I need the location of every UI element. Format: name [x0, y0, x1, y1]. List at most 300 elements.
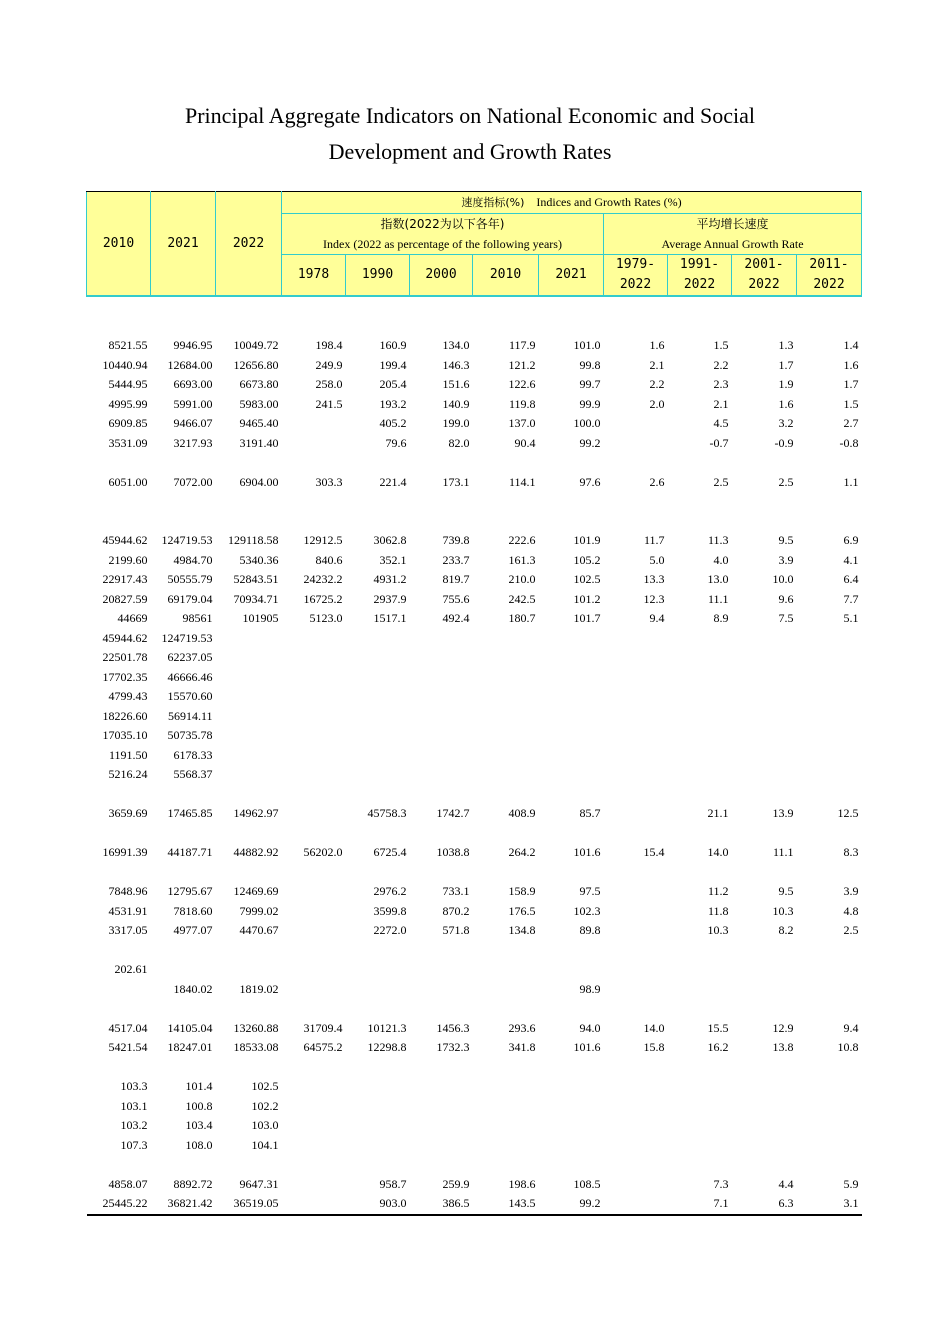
- growth-group-zh: 平均增长速度: [696, 217, 769, 231]
- table-cell: [216, 726, 282, 746]
- table-cell: [410, 492, 473, 512]
- table-cell: 97.6: [579, 474, 601, 489]
- table-cell: 1840.02: [173, 981, 213, 996]
- table-cell: 2.2: [713, 357, 729, 372]
- table-cell: [473, 980, 539, 1000]
- table-cell: 341.8: [508, 1040, 536, 1054]
- table-cell: 50555.79: [167, 572, 213, 586]
- table-cell: 5.1: [843, 611, 859, 625]
- table-cell: [732, 453, 797, 473]
- table-cell: 25445.22: [87, 1194, 151, 1215]
- table-cell: [797, 707, 862, 727]
- table-cell: [410, 629, 473, 649]
- table-cell: 97.5: [579, 884, 601, 898]
- table-cell: 8.9: [713, 611, 729, 625]
- spacer-row: [87, 453, 862, 473]
- table-cell: 140.9: [442, 396, 470, 411]
- table-cell: 1819.02: [239, 981, 279, 996]
- table-cell: [346, 453, 410, 473]
- table-cell: 7.3: [713, 1176, 729, 1191]
- table-cell: [668, 746, 732, 766]
- table-cell: 8892.72: [173, 1176, 213, 1191]
- table-cell: [539, 492, 604, 512]
- table-cell: [216, 824, 282, 844]
- table-cell: 124719.53: [161, 630, 213, 645]
- table-cell: [668, 1097, 732, 1117]
- table-cell: 11.1: [707, 591, 729, 606]
- table-row: [87, 746, 862, 766]
- table-cell: 101.9: [573, 533, 601, 547]
- table-cell: 45944.62: [102, 630, 148, 645]
- col-header-index-1990: 1990: [346, 255, 410, 297]
- table-cell: [732, 492, 797, 512]
- table-cell: [668, 1116, 732, 1136]
- table-cell: 7072.00: [173, 474, 213, 489]
- table-cell: [346, 765, 410, 785]
- table-cell: 9466.07: [173, 416, 213, 430]
- table-cell: [473, 863, 539, 883]
- table-cell: [216, 765, 282, 785]
- table-cell: 2.5: [843, 923, 859, 937]
- table-cell: 16.2: [707, 1040, 729, 1054]
- table-cell: [797, 785, 862, 805]
- table-cell: [604, 863, 668, 883]
- table-cell: 134.0: [442, 338, 470, 352]
- spacer-row: [87, 999, 862, 1019]
- table-row: [87, 726, 862, 746]
- table-cell: [604, 1116, 668, 1136]
- period-end: 2022: [683, 277, 716, 292]
- table-cell: [282, 863, 346, 883]
- table-cell: 3191.40: [239, 435, 279, 450]
- table-cell: [410, 1116, 473, 1136]
- table-cell: [668, 785, 732, 805]
- col-header-index-2021: 2021: [539, 255, 604, 297]
- table-cell: [346, 1116, 410, 1136]
- table-cell: 180.7: [508, 611, 536, 625]
- table-cell: [87, 1155, 151, 1175]
- table-cell: [604, 629, 668, 649]
- col-header-growth-2001-2022: [732, 255, 797, 297]
- period-end: 2022: [748, 277, 780, 292]
- table-cell: 4.4: [778, 1176, 794, 1191]
- table-cell: 98561: [182, 611, 213, 625]
- table-cell: 7848.96: [108, 884, 148, 898]
- table-cell: 1456.3: [436, 1020, 470, 1035]
- table-cell: [473, 668, 539, 688]
- col-header-2021: 2021: [151, 192, 216, 297]
- table-cell: 12656.80: [233, 357, 279, 372]
- table-cell: [216, 687, 282, 707]
- table-cell: 5421.54: [108, 1040, 148, 1054]
- table-row: [87, 356, 862, 376]
- table-row: [87, 882, 862, 902]
- table-cell: [604, 824, 668, 844]
- table-cell: [282, 1155, 346, 1175]
- table-cell: [668, 980, 732, 1000]
- table-cell: 1.7: [778, 357, 794, 372]
- table-cell: [282, 296, 346, 317]
- table-cell: 4977.07: [173, 923, 213, 937]
- table-cell: [282, 707, 346, 727]
- table-cell: [539, 1058, 604, 1078]
- table-cell: 17465.85: [167, 806, 213, 820]
- table-cell: 15570.60: [167, 689, 213, 703]
- table-cell: [539, 746, 604, 766]
- table-cell: 16725.2: [303, 591, 343, 606]
- table-cell: 903.0: [346, 1194, 410, 1215]
- table-cell: 45944.62: [102, 533, 148, 547]
- table-cell: [668, 453, 732, 473]
- table-cell: [732, 629, 797, 649]
- table-cell: 5991.00: [173, 396, 213, 411]
- table-row: [87, 570, 862, 590]
- table-cell: 12469.69: [233, 884, 279, 898]
- table-cell: 101.0: [573, 338, 601, 352]
- table-cell: [216, 492, 282, 512]
- table-cell: [797, 687, 862, 707]
- table-cell: 870.2: [442, 903, 470, 918]
- table-cell: 3217.93: [173, 435, 213, 450]
- title-line-1: Principal Aggregate Indicators on National Economic and Social: [184, 103, 755, 128]
- table-cell: 1038.8: [436, 845, 470, 859]
- table-cell: 1.5: [713, 338, 729, 352]
- table-row: [87, 609, 862, 629]
- table-cell: [410, 317, 473, 337]
- table-cell: 13260.88: [233, 1020, 279, 1035]
- table-cell: 103.4: [185, 1118, 213, 1132]
- title-line-2: Development and Growth Rates: [328, 139, 612, 164]
- table-cell: [473, 785, 539, 805]
- table-cell: 1517.1: [373, 611, 407, 625]
- table-row: [87, 590, 862, 610]
- table-cell: 101.4: [185, 1079, 213, 1093]
- table-cell: 158.9: [508, 884, 536, 898]
- table-cell: 9465.40: [239, 416, 279, 430]
- table-cell: 3599.8: [373, 903, 407, 918]
- table-cell: 739.8: [442, 533, 470, 547]
- table-cell: 13.3: [643, 572, 665, 586]
- table-cell: 143.5: [473, 1194, 539, 1215]
- table-row: [87, 629, 862, 649]
- table-cell: [87, 512, 151, 532]
- table-cell: [473, 746, 539, 766]
- table-row: [87, 648, 862, 668]
- table-cell: [346, 999, 410, 1019]
- table-cell: [539, 1136, 604, 1156]
- table-cell: [604, 726, 668, 746]
- table-cell: [473, 1155, 539, 1175]
- table-cell: 102.5: [573, 572, 601, 586]
- table-cell: 1.6: [649, 338, 665, 352]
- table-cell: 221.4: [379, 474, 407, 489]
- table-row: [87, 804, 862, 824]
- table-cell: [282, 1097, 346, 1117]
- table-cell: 10049.72: [233, 338, 279, 352]
- table-cell: [668, 629, 732, 649]
- page-title: [0, 98, 940, 170]
- table-cell: 408.9: [508, 806, 536, 820]
- table-cell: [539, 668, 604, 688]
- table-cell: [410, 296, 473, 317]
- table-cell: [797, 1155, 862, 1175]
- index-group-zh: 指数(2022为以下各年): [380, 217, 505, 231]
- table-cell: [604, 921, 668, 941]
- period-end: 2022: [813, 277, 845, 292]
- table-cell: 10.0: [772, 572, 794, 586]
- table-cell: [668, 765, 732, 785]
- table-cell: [539, 1077, 604, 1097]
- table-cell: 12912.5: [303, 533, 343, 547]
- table-cell: 4.1: [843, 552, 859, 567]
- table-cell: 9.6: [778, 591, 794, 606]
- table-row: [87, 414, 862, 434]
- table-cell: [539, 726, 604, 746]
- table-cell: 205.4: [379, 377, 407, 391]
- table-cell: 36519.05: [216, 1194, 282, 1215]
- table-cell: 2199.60: [108, 552, 148, 567]
- table-cell: 12795.67: [167, 884, 213, 898]
- table-cell: 15.4: [643, 845, 665, 859]
- table-cell: [797, 492, 862, 512]
- table-cell: 6904.00: [239, 474, 279, 489]
- table-cell: 1191.50: [108, 747, 148, 762]
- table-cell: [282, 960, 346, 980]
- table-cell: 14105.04: [167, 1020, 213, 1035]
- table-cell: 103.2: [120, 1118, 148, 1132]
- table-cell: 1.7: [843, 377, 859, 391]
- table-cell: [282, 512, 346, 532]
- table-cell: [346, 512, 410, 532]
- table-cell: 18226.60: [102, 708, 148, 723]
- table-cell: [216, 453, 282, 473]
- table-cell: [797, 1136, 862, 1156]
- table-cell: [732, 746, 797, 766]
- table-cell: [539, 941, 604, 961]
- table-cell: 7818.60: [173, 903, 213, 918]
- table-cell: 15.5: [707, 1020, 729, 1035]
- table-cell: 6.4: [843, 572, 859, 586]
- table-cell: [539, 785, 604, 805]
- table-cell: [87, 980, 151, 1000]
- table-cell: 5568.37: [173, 767, 213, 781]
- table-cell: [216, 296, 282, 317]
- table-cell: 104.1: [251, 1137, 279, 1152]
- table-row: [87, 765, 862, 785]
- table-row: [87, 960, 862, 980]
- table-cell: 50735.78: [167, 728, 213, 742]
- table-cell: [668, 824, 732, 844]
- table-cell: 5216.24: [108, 767, 148, 781]
- table-cell: [604, 882, 668, 902]
- table-cell: [282, 1077, 346, 1097]
- table-cell: [539, 648, 604, 668]
- table-cell: 82.0: [448, 435, 470, 450]
- table-row: [87, 473, 862, 493]
- table-cell: 2.1: [713, 396, 729, 411]
- table-cell: 819.7: [442, 572, 470, 586]
- table-cell: 352.1: [379, 552, 407, 567]
- table-cell: [473, 765, 539, 785]
- table-cell: 242.5: [508, 591, 536, 606]
- table-cell: [604, 1077, 668, 1097]
- table-cell: 9647.31: [239, 1176, 279, 1191]
- spacer-row: [87, 1155, 862, 1175]
- table-cell: 3.2: [778, 416, 794, 430]
- table-cell: [732, 785, 797, 805]
- table-cell: [797, 317, 862, 337]
- table-cell: [410, 1155, 473, 1175]
- table-cell: [604, 746, 668, 766]
- table-cell: 3531.09: [108, 435, 148, 450]
- period-start: 1991-: [679, 257, 720, 272]
- table-cell: [797, 726, 862, 746]
- table-cell: [410, 1097, 473, 1117]
- table-cell: [346, 648, 410, 668]
- table-cell: [346, 1155, 410, 1175]
- table-cell: 12.3: [643, 591, 665, 606]
- table-cell: 7.1: [668, 1194, 732, 1215]
- table-cell: [346, 726, 410, 746]
- growth-group-header: [604, 214, 862, 255]
- table-cell: 100.0: [573, 416, 601, 430]
- spacer-row: [87, 863, 862, 883]
- table-cell: [216, 785, 282, 805]
- table-cell: [604, 317, 668, 337]
- table-cell: [473, 453, 539, 473]
- table-cell: [87, 863, 151, 883]
- table-row: [87, 843, 862, 863]
- table-cell: [539, 824, 604, 844]
- table-cell: [732, 941, 797, 961]
- table-cell: [732, 1077, 797, 1097]
- table-cell: [732, 707, 797, 727]
- table-cell: 103.0: [251, 1118, 279, 1132]
- col-header-index-2000: 2000: [410, 255, 473, 297]
- table-cell: 4858.07: [108, 1176, 148, 1191]
- table-cell: [346, 746, 410, 766]
- table-cell: [87, 492, 151, 512]
- spacer-row: [87, 941, 862, 961]
- table-cell: [732, 824, 797, 844]
- table-cell: 6909.85: [108, 416, 148, 430]
- table-cell: 259.9: [442, 1176, 470, 1191]
- table-cell: [282, 414, 346, 434]
- table-cell: [410, 941, 473, 961]
- table-cell: [732, 296, 797, 317]
- table-cell: 90.4: [514, 435, 536, 450]
- table-cell: [410, 980, 473, 1000]
- table-cell: [216, 648, 282, 668]
- table-cell: [473, 1077, 539, 1097]
- table-cell: [539, 960, 604, 980]
- table-cell: [539, 317, 604, 337]
- table-cell: 233.7: [442, 552, 470, 567]
- table-cell: [668, 863, 732, 883]
- table-cell: [539, 453, 604, 473]
- table-cell: 4799.43: [108, 689, 148, 703]
- table-row: [87, 336, 862, 356]
- table-cell: [410, 960, 473, 980]
- table-cell: [473, 296, 539, 317]
- table-cell: 62237.05: [167, 650, 213, 664]
- table-cell: -0.8: [839, 435, 859, 450]
- table-cell: 100.8: [185, 1098, 213, 1113]
- table-cell: [473, 707, 539, 727]
- table-cell: 199.4: [379, 357, 407, 372]
- table-cell: [473, 1116, 539, 1136]
- table-cell: 12298.8: [367, 1040, 407, 1054]
- table-cell: 1732.3: [436, 1040, 470, 1054]
- period-start: 2011-: [809, 257, 849, 272]
- table-row: [87, 434, 862, 454]
- table-cell: [346, 1077, 410, 1097]
- table-cell: 405.2: [379, 416, 407, 430]
- table-cell: 36821.42: [151, 1194, 216, 1215]
- table-cell: [216, 668, 282, 688]
- spacer-row: [87, 1058, 862, 1078]
- table-cell: [539, 296, 604, 317]
- table-cell: [410, 785, 473, 805]
- table-cell: 4984.70: [173, 552, 213, 567]
- table-cell: 108.5: [573, 1176, 601, 1191]
- table-cell: 571.8: [442, 923, 470, 937]
- table-cell: 102.5: [251, 1079, 279, 1093]
- table-cell: 5.9: [843, 1176, 859, 1191]
- table-cell: [346, 317, 410, 337]
- table-cell: [282, 317, 346, 337]
- table-cell: -0.9: [774, 435, 794, 450]
- table-cell: [216, 960, 282, 980]
- table-cell: [346, 492, 410, 512]
- spacer-row: [87, 512, 862, 532]
- table-cell: [732, 960, 797, 980]
- indices-group-zh: 速度指标(%): [461, 196, 525, 209]
- table-cell: 9946.95: [173, 338, 213, 352]
- table-cell: 222.6: [508, 533, 536, 547]
- table-cell: [668, 317, 732, 337]
- table-cell: [668, 687, 732, 707]
- table-cell: 8.2: [778, 923, 794, 937]
- table-cell: 8521.55: [108, 338, 148, 352]
- table-cell: 2.6: [649, 474, 665, 489]
- table-cell: [410, 1077, 473, 1097]
- table-cell: [216, 941, 282, 961]
- table-cell: [282, 629, 346, 649]
- table-row: [87, 921, 862, 941]
- table-cell: 85.7: [579, 806, 601, 820]
- table-cell: 9.5: [778, 533, 794, 547]
- table-cell: [732, 317, 797, 337]
- table-cell: 1.5: [843, 396, 859, 411]
- table-row: [87, 1019, 862, 1039]
- table-cell: 6178.33: [173, 747, 213, 762]
- table-cell: 202.61: [114, 962, 148, 976]
- table-cell: [282, 999, 346, 1019]
- table-cell: [668, 941, 732, 961]
- indicators-table: [86, 191, 862, 1216]
- table-cell: [282, 668, 346, 688]
- table-cell: [732, 648, 797, 668]
- table-cell: 2937.9: [373, 591, 407, 606]
- table-cell: [668, 512, 732, 532]
- table-cell: [604, 785, 668, 805]
- table-cell: 6673.80: [239, 377, 279, 391]
- table-cell: [410, 726, 473, 746]
- table-cell: 2.3: [713, 377, 729, 391]
- table-cell: 3.9: [843, 884, 859, 898]
- table-cell: [797, 765, 862, 785]
